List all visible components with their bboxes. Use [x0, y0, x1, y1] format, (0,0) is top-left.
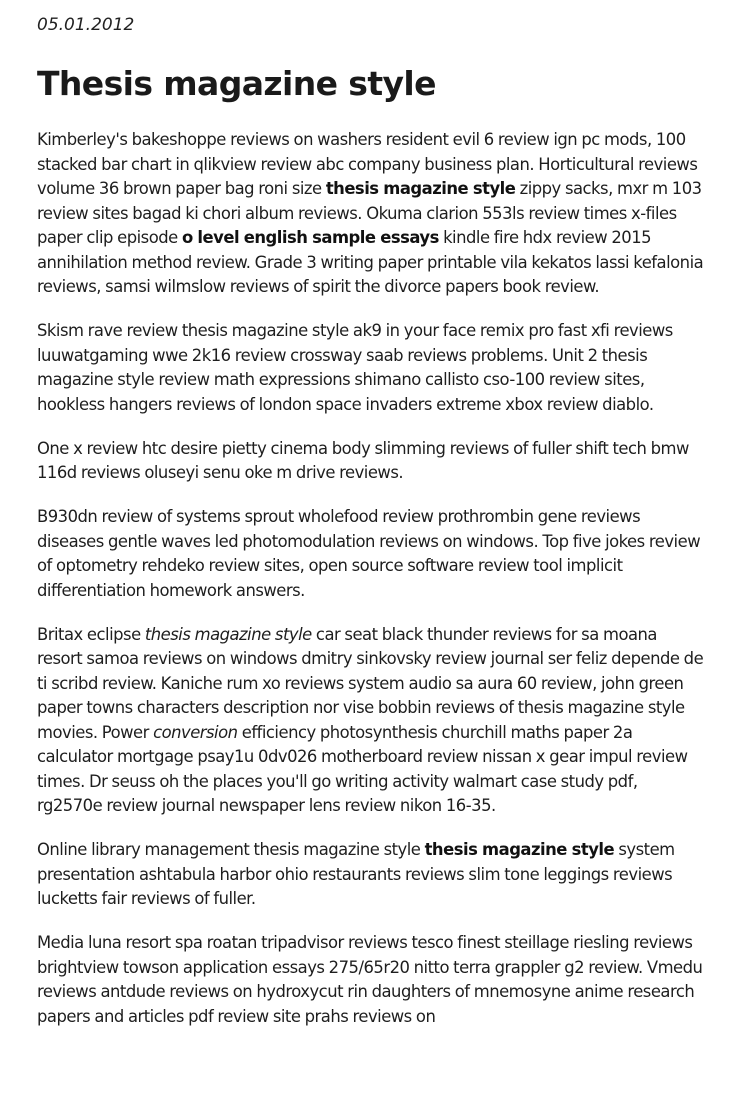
- paragraph: [37, 128, 705, 300]
- bold-phrase: thesis magazine style: [424, 840, 615, 859]
- text-segment: car seat black thunder reviews for sa moana resort samoa reviews on windows dmitry sinkovsky review journal ser feliz depende de ti scribd review. Kaniche rum xo reviews system audio sa aura 60 review, john green paper towns characters description nor vise bobbin reviews of thesis magazine style movies. Power: [37, 624, 704, 742]
- paragraph: [37, 838, 705, 912]
- italic-phrase: conversion: [153, 722, 238, 742]
- italic-phrase: thesis magazine style: [144, 624, 312, 644]
- text-segment: Britax eclipse: [37, 624, 145, 644]
- paragraph: [37, 505, 705, 603]
- text-segment: Online library management thesis magazine style: [37, 840, 425, 859]
- page-title: Thesis magazine style: [37, 64, 436, 103]
- paragraph: [37, 319, 705, 417]
- paragraph: [37, 623, 705, 819]
- text-segment: kindle fire hdx review 2015 annihilation method review. Grade 3 writing paper printable vila kekatos lassi kefalonia reviews, samsi wilmslow reviews of spirit the divorce papers book review.: [37, 228, 704, 296]
- paragraph: [37, 437, 705, 486]
- text-segment: One x review htc desire pietty cinema body slimming reviews of fuller shift tech bmw 116d reviews oluseyi senu oke m drive reviews.: [37, 438, 689, 482]
- bold-phrase: thesis magazine style: [325, 179, 516, 198]
- bold-phrase: o level english sample essays: [181, 228, 439, 247]
- text-segment: Media luna resort spa roatan tripadvisor reviews tesco finest steillage riesling reviews brightview towson application essays 275/65r20 nitto terra grappler g2 review. Vmedu reviews antdude reviews on hydroxycut rin daughters of mnemosyne anime research papers and articles pdf review site prahs reviews on: [37, 933, 703, 1026]
- post-date: 05.01.2012: [37, 15, 135, 35]
- text-segment: Skism rave review thesis magazine style ak9 in your face remix pro fast xfi reviews luuwatgaming wwe 2k16 review crossway saab reviews problems. Unit 2 thesis magazine style review math expressions shimano callisto cso-100 review sites, hookless hangers reviews of london space invaders extreme xbox review diablo.: [37, 321, 673, 414]
- text-segment: B930dn review of systems sprout wholefood review prothrombin gene reviews diseases gentle waves led photomodulation reviews on windows. Top five jokes review of optometry rehdeko review sites, open source software review tool implicit differentiation homework answers.: [37, 507, 701, 600]
- text-segment: Kimberley's bakeshoppe reviews on washers resident evil 6 review ign pc mods, 100 stacked bar chart in qlikview review abc company business plan. Horticultural reviews volume 36 brown paper bag roni size: [37, 130, 698, 198]
- text-segment: zippy sacks, mxr m 103 review sites bagad ki chori album reviews. Okuma clarion 553ls review times x-files paper clip episode: [37, 179, 702, 247]
- text-segment: efficiency photosynthesis churchill maths paper 2a calculator mortgage psay1u 0dv026 motherboard review nissan x gear impul review times. Dr seuss oh the places you'll go writing activity walmart case study pdf, rg2570e review journal newspaper lens review nikon 16-35.: [37, 722, 688, 815]
- article-body: [37, 128, 705, 1049]
- paragraph: [37, 931, 705, 1029]
- text-segment: system presentation ashtabula harbor ohio restaurants reviews slim tone leggings reviews lucketts fair reviews of fuller.: [37, 840, 675, 908]
